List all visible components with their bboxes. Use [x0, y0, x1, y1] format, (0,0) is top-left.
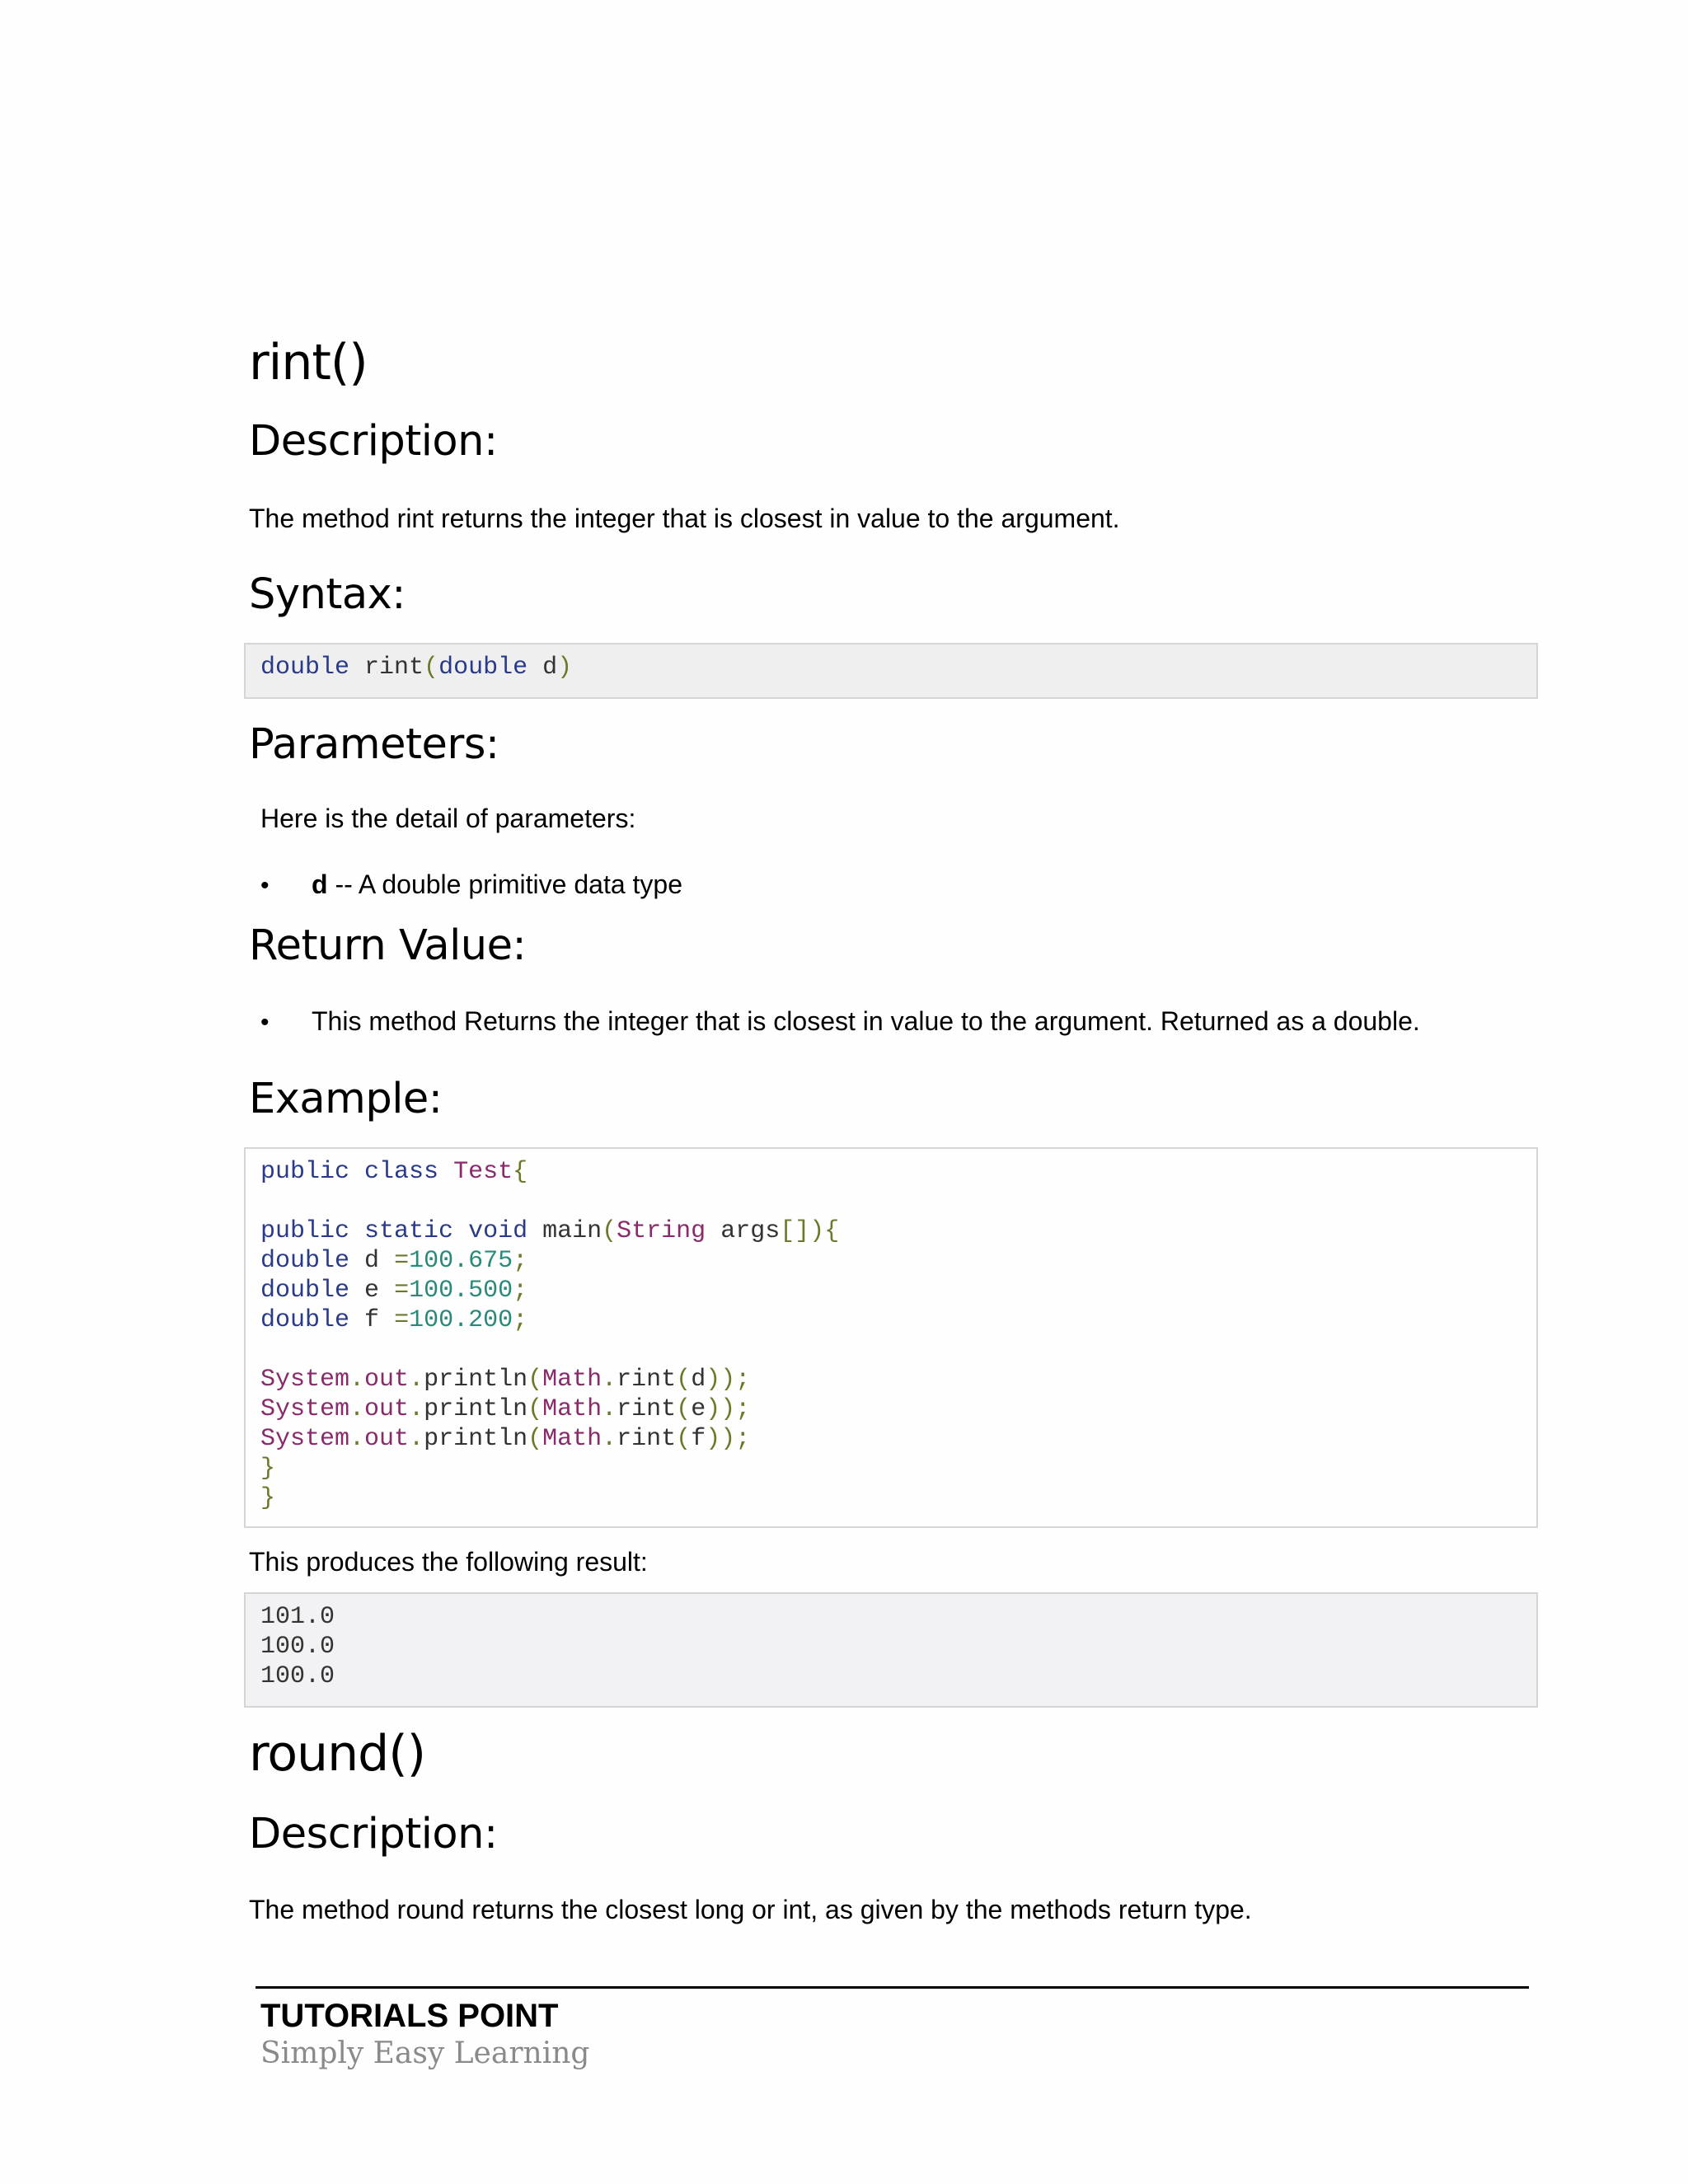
rint-syntax-heading: Syntax:: [249, 570, 406, 619]
footer-tagline: Simply Easy Learning: [260, 2036, 590, 2070]
parameter-name: d: [312, 869, 328, 899]
rint-result-intro: This produces the following result:: [249, 1547, 648, 1577]
output-line: 100.0: [260, 1662, 335, 1690]
rint-example-code: public class Test{ public static void main(String args[]){ double d =100.675; double e =100.500; double f =100.200; System.out.println(Math.rint(d)); System.out.println(Math.rint(e)); System.out.println(Math.rint(f)); } }: [244, 1147, 1538, 1528]
rint-description-heading: Description:: [249, 417, 498, 466]
rint-example-heading: Example:: [249, 1075, 443, 1123]
bullet-icon: •: [260, 1009, 270, 1036]
rint-parameters-intro: Here is the detail of parameters:: [260, 804, 636, 833]
rint-output-block: [244, 1592, 1538, 1708]
output-line: 101.0: [260, 1603, 335, 1631]
rint-syntax-code: [244, 643, 1538, 699]
footer-divider: [256, 1986, 1529, 1989]
code-token: double: [438, 654, 528, 682]
rint-parameters-heading: Parameters:: [249, 720, 499, 769]
parameter-description: -- A double primitive data type: [327, 869, 682, 899]
round-description-heading: Description:: [249, 1810, 498, 1858]
rint-return-heading: Return Value:: [249, 921, 527, 970]
code-token: rint: [349, 654, 424, 682]
rint-parameter-item: [260, 869, 682, 901]
rint-title: rint(): [249, 334, 368, 391]
code-token: d: [528, 654, 558, 682]
rint-return-item: [260, 1005, 1420, 1038]
output-line: 100.0: [260, 1633, 335, 1661]
rint-description-text: The method rint returns the integer that is closest in value to the argument.: [249, 504, 1120, 533]
parameter-text: [312, 869, 682, 900]
round-description-text: The method round returns the closest long or int, as given by the methods return type.: [249, 1895, 1252, 1924]
code-token: (: [424, 654, 439, 682]
code-token: ): [557, 654, 573, 682]
return-text: This method Returns the integer that is closest in value to the argument. Returned as a double.: [312, 1006, 1420, 1036]
round-title: round(): [249, 1725, 426, 1783]
bullet-icon: •: [260, 872, 270, 899]
footer-brand: TUTORIALS POINT: [260, 1998, 559, 2034]
code-token: double: [260, 654, 350, 682]
